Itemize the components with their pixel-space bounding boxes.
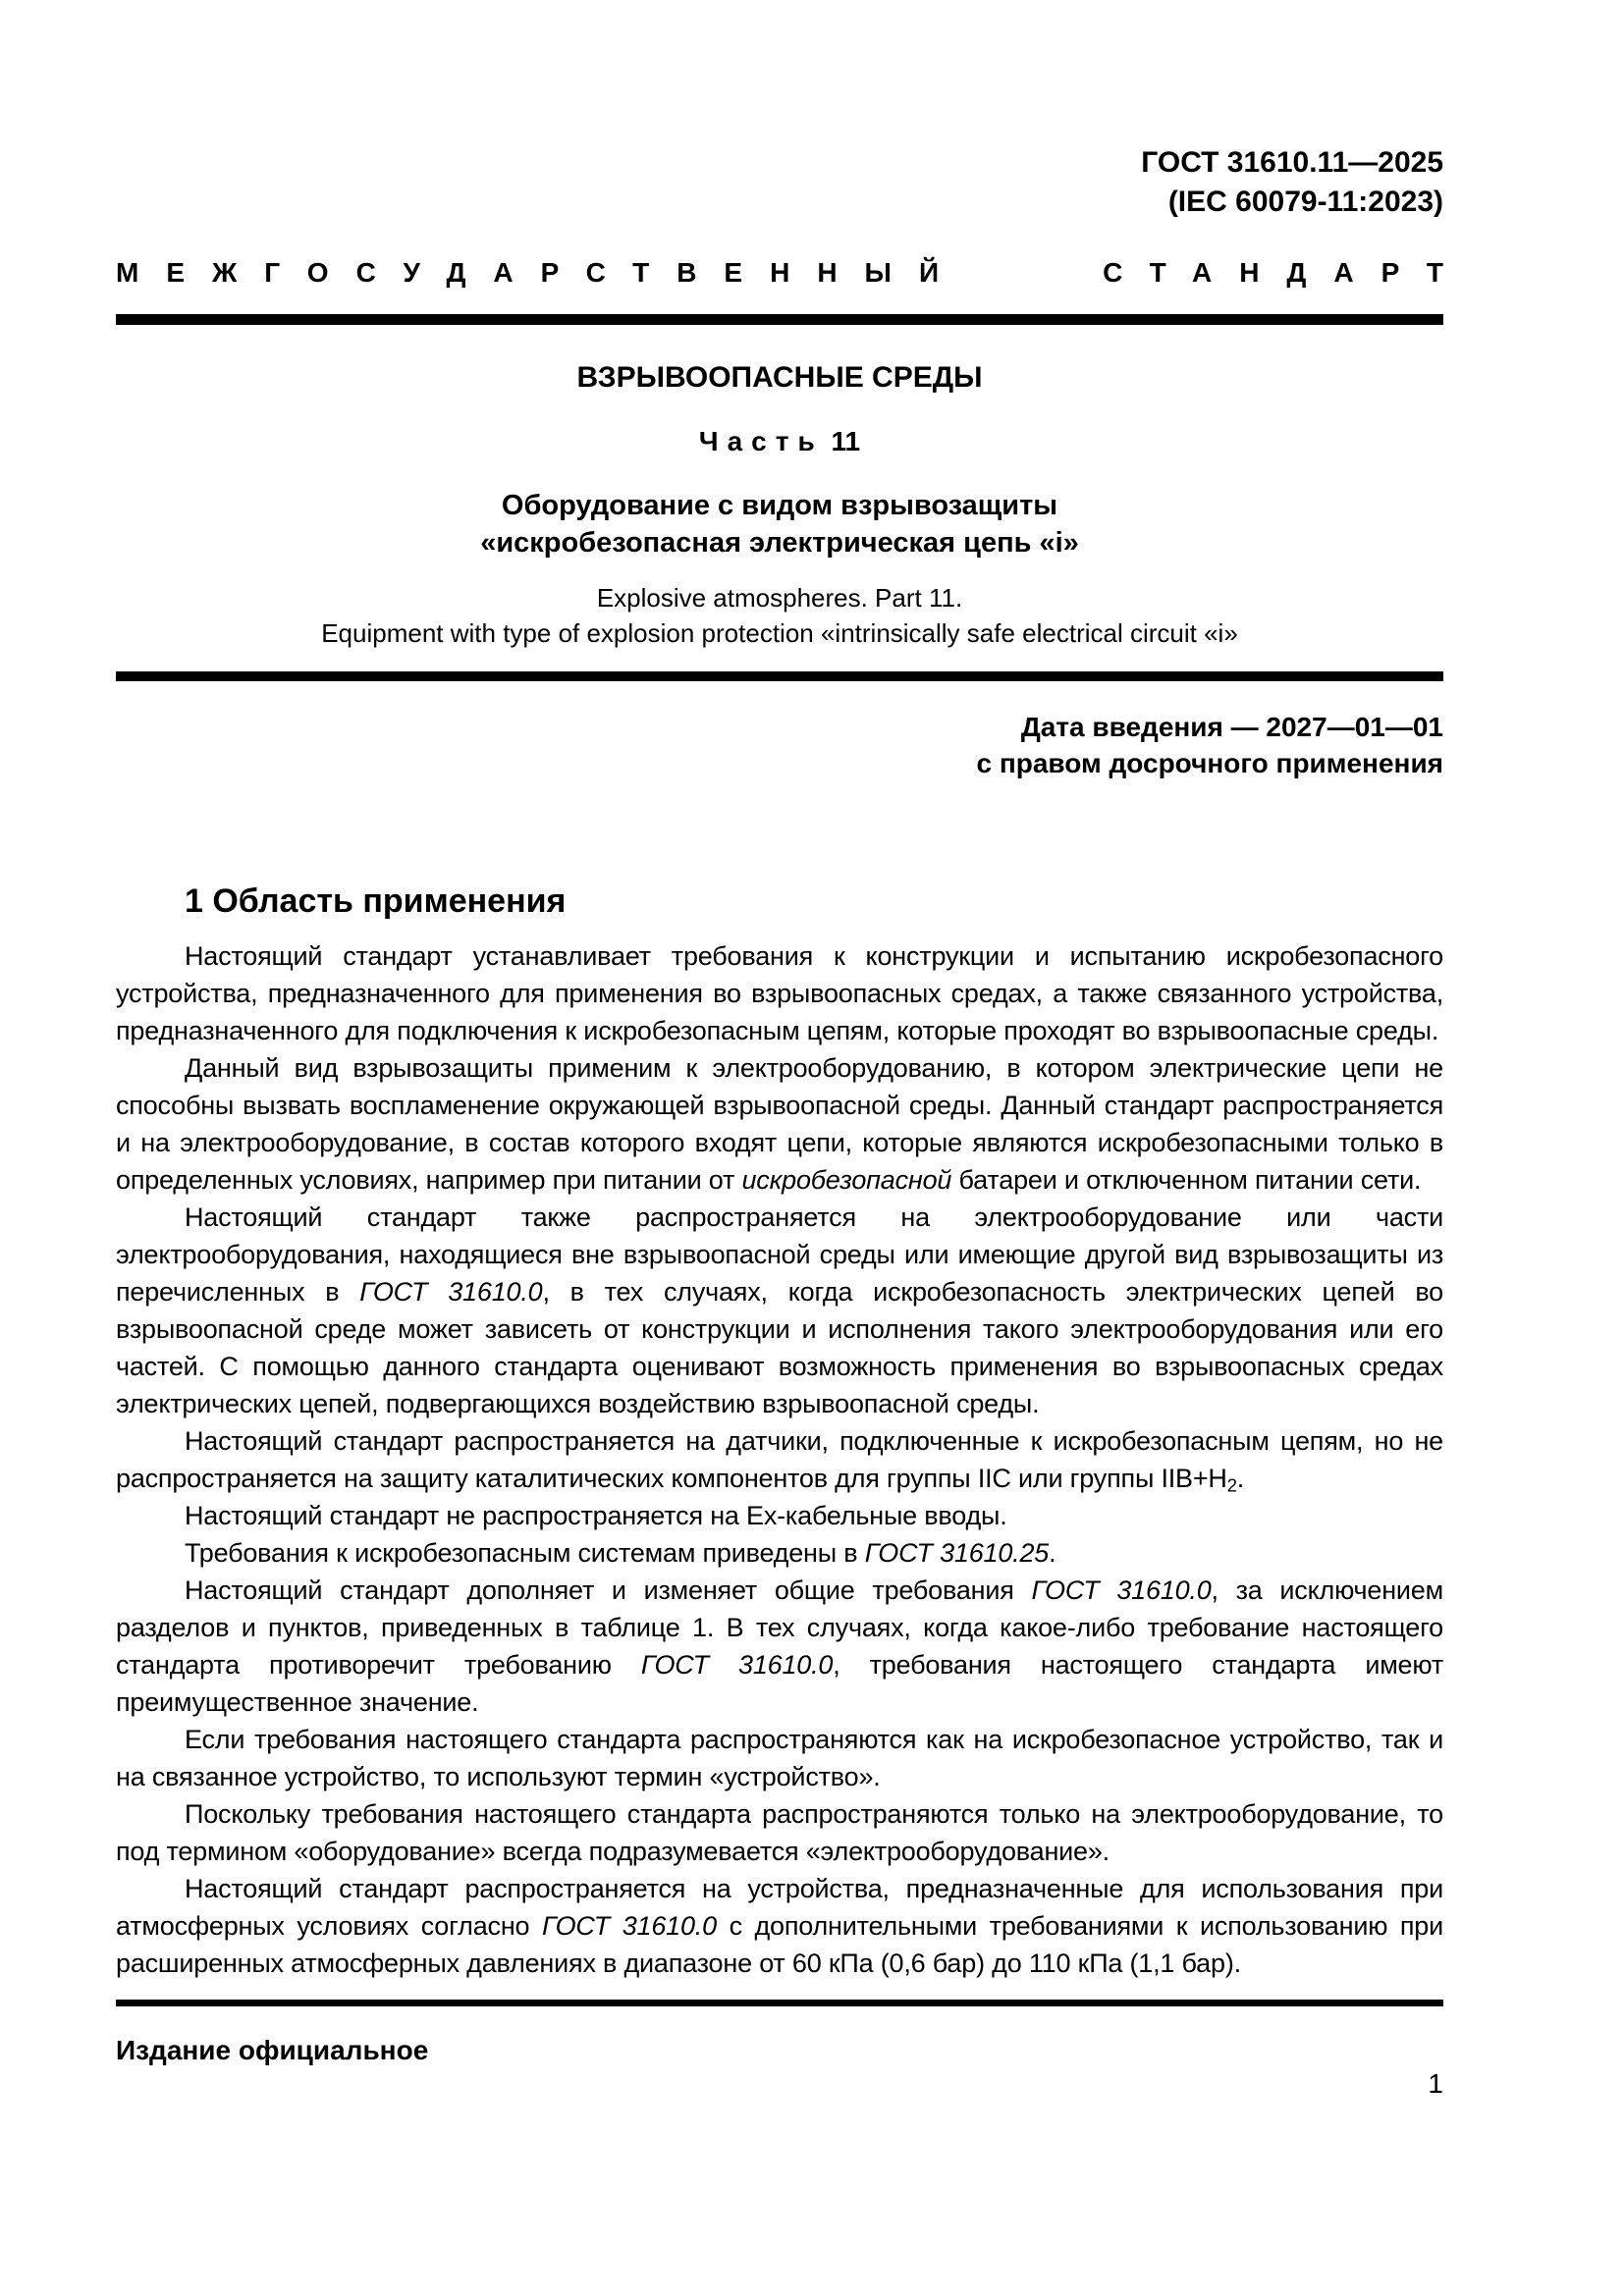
- paragraph: Настоящий стандарт устанавливает требования к конструкции и испытанию искробезопасного устройства, предназначенного для применения во взрывоопасных средах, а также связанного устройства, предназначенного для подключения к искробезопасным цепям, которые проходят во взрывоопасные среды.: [116, 941, 1443, 1045]
- effective-date-block: [116, 709, 1443, 781]
- part-label: [116, 426, 1443, 457]
- standard-number: ГОСТ 31610.11—2025: [1141, 146, 1443, 179]
- part-word: Часть: [698, 426, 824, 456]
- paragraph: Данный вид взрывозащиты применим к электрооборудованию, в котором электрические цепи не способны вызвать воспламенение окружающей взрывоопасной среды. Данный стандарт распространяется и на электрооборудование, в состав которого входят цепи, которые являются искробезопасными только в определенных условиях, например при питании от искробезопасной батареи и отключенном питании сети.: [116, 1053, 1443, 1195]
- subtitle-line-1: Оборудование с видом взрывозащиты: [501, 490, 1058, 521]
- subtitle-line-2: «искробезопасная электрическая цепь «i»: [480, 527, 1079, 559]
- title-english-line-1: Explosive atmospheres. Part 11.: [596, 583, 963, 613]
- divider-top-thick: [116, 314, 1443, 325]
- footer-rule: [116, 2000, 1443, 2006]
- paragraph: Настоящий стандарт не распространяется на Ex-кабельные вводы.: [185, 1501, 1007, 1530]
- title-block: [116, 361, 1443, 651]
- paragraph: Настоящий стандарт дополняет и изменяет общие требования ГОСТ 31610.0, за исключением разделов и пунктов, приведенных в таблице 1. В тех случаях, когда какое-либо требование настоящего стандарта противоречит требованию ГОСТ 31610.0, требования настоящего стандарта имеют преимущественное значение.: [116, 1575, 1443, 1717]
- effective-date-line-2: с правом досрочного применения: [976, 748, 1443, 778]
- paragraph: Настоящий стандарт распространяется на устройства, предназначенные для использования при атмосферных условиях согласно ГОСТ 31610.0 с дополнительными требованиями к использованию при расширенных атмосферных давлениях в диапазоне от 60 кПа (0,6 бар) до 110 кПа (1,1 бар).: [116, 1874, 1443, 1978]
- subtitle-ru: [116, 487, 1443, 561]
- iec-reference: (IEC 60079-11:2023): [1167, 186, 1443, 218]
- title-english-line-2: Equipment with type of explosion protection «intrinsically safe electrical circuit «i»: [321, 618, 1238, 648]
- standard-type-label: МЕЖГОСУДАРСТВЕННЫЙ СТАНДАРТ: [116, 257, 1471, 288]
- title-english: [116, 580, 1443, 651]
- part-number: 11: [831, 426, 861, 456]
- document-header: [116, 0, 1443, 222]
- effective-date-line-1: Дата введения — 2027—01—01: [1020, 712, 1443, 742]
- paragraph: Настоящий стандарт также распространяется на электрооборудование или части электрооборудования, находящиеся вне взрывоопасной среды или имеющие другой вид взрывозащиты из перечисленных в ГОСТ 31610.0, в тех случаях, когда искробезопасность электрических цепей во взрывоопасной среде может зависеть от конструкции и исполнения такого электрооборудования или его частей. С помощью данного стандарта оценивают возможность применения во взрывоопасных средах электрических цепей, подвергающихся воздействию взрывоопасной среды.: [116, 1202, 1443, 1418]
- body-paragraphs: [116, 937, 1443, 1982]
- divider-title-thick: [116, 671, 1443, 681]
- page-number: 1: [1428, 2068, 1443, 2099]
- edition-note: Издание официальное: [116, 2035, 429, 2065]
- paragraph: Требования к искробезопасным системам приведены в ГОСТ 31610.25.: [185, 1538, 1056, 1568]
- section-heading: 1 Область применения: [185, 882, 567, 920]
- paragraph: Поскольку требования настоящего стандарта распространяются только на электрооборудование, то под термином «оборудование» всегда подразумевается «электрооборудование».: [116, 1799, 1443, 1866]
- paragraph: Настоящий стандарт распространяется на датчики, подключенные к искробезопасным цепям, но не распространяется на защиту каталитических компонентов для группы IIC или группы $IIB+H_2$.: [116, 1426, 1443, 1496]
- title-main: ВЗРЫВООПАСНЫЕ СРЕДЫ: [576, 361, 983, 394]
- paragraph: Если требования настоящего стандарта распространяются как на искробезопасное устройство, так и на связанное устройство, то используют термин «устройство».: [116, 1725, 1443, 1791]
